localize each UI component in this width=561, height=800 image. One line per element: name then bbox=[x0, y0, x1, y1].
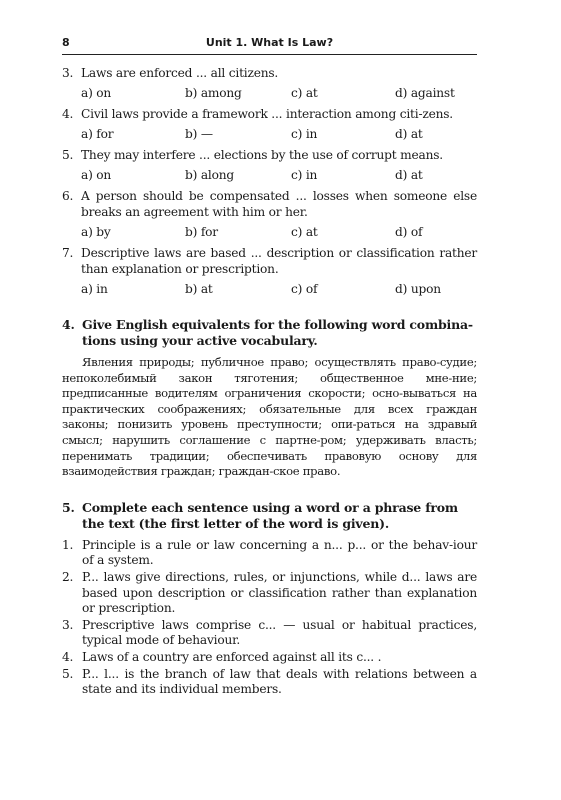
item-text: Principle is a rule or law concerning a n... p... or the behav-iour of a system. bbox=[82, 537, 477, 568]
exercise-question-3 bbox=[62, 65, 477, 101]
answer-options bbox=[62, 85, 477, 101]
option-a: a) for bbox=[81, 127, 114, 141]
option-d: d) upon bbox=[395, 282, 441, 296]
option-c: c) in bbox=[291, 168, 318, 182]
task-4-heading bbox=[62, 317, 477, 349]
option-c: c) of bbox=[291, 282, 318, 296]
task-4-russian-text: Явления природы; публичное право; осуществлять право-судие; непоколебимый закон тяготения; общественное мне-ние; предписанные водителям ограничения скорости; осно-вываться на практических соображениях; обязательные для всех граждан законы; понизить уровень преступности; опи-раться на здравый смысл; нарушить соглашение с партне-ром; удерживать власть; перенимать традиции; обеспечивать правовую основу для взаимодействия граждан; граждан-ское право. bbox=[62, 355, 477, 479]
task-title: Complete each sentence using a word or a phrase from the text (the first letter of the word is given). bbox=[82, 499, 458, 531]
option-b: b) among bbox=[185, 86, 242, 100]
option-b: b) at bbox=[185, 282, 213, 296]
option-d: d) at bbox=[395, 127, 423, 141]
list-item bbox=[62, 538, 477, 569]
item-text: Prescriptive laws comprise c... — usual or habitual practices, typical mode of behaviour. bbox=[82, 617, 477, 648]
option-d: d) of bbox=[395, 225, 423, 239]
option-b: b) — bbox=[185, 127, 213, 141]
question-number: 4. bbox=[62, 107, 74, 121]
item-text: P... l... is the branch of law that deals with relations between a state and its individual members. bbox=[82, 666, 477, 697]
question-text: A person should be compensated ... losses when someone else breaks an agreement with him or her. bbox=[81, 189, 477, 219]
unit-title: Unit 1. What Is Law? bbox=[205, 36, 334, 49]
option-d: d) at bbox=[395, 168, 423, 182]
list-item bbox=[62, 618, 477, 649]
task-number: 4. bbox=[62, 317, 75, 332]
option-c: c) at bbox=[291, 225, 318, 239]
question-text: Laws are enforced ... all citizens. bbox=[81, 66, 279, 80]
task-5-heading bbox=[62, 500, 477, 532]
answer-options bbox=[62, 281, 477, 297]
option-c: c) at bbox=[291, 86, 318, 100]
item-number: 2. bbox=[62, 569, 74, 584]
page-content bbox=[62, 60, 477, 698]
task-5-sentence-list bbox=[62, 538, 477, 698]
option-a: a) on bbox=[81, 168, 112, 182]
question-text: Civil laws provide a framework ... interaction among citi-zens. bbox=[81, 107, 453, 121]
option-a: a) on bbox=[81, 86, 112, 100]
item-text: Laws of a country are enforced against all its c... . bbox=[82, 649, 382, 664]
item-number: 5. bbox=[62, 666, 74, 681]
exercise-question-5 bbox=[62, 147, 477, 183]
task-title: Give English equivalents for the following word combina-tions using your active vocabulary. bbox=[82, 317, 473, 348]
answer-options bbox=[62, 167, 477, 183]
item-number: 1. bbox=[62, 537, 74, 552]
question-number: 5. bbox=[62, 148, 74, 162]
question-text: Descriptive laws are based ... description or classification rather than explanation or prescription. bbox=[81, 246, 477, 276]
exercise-question-7 bbox=[62, 245, 477, 297]
question-number: 7. bbox=[62, 246, 74, 260]
question-number: 3. bbox=[62, 66, 74, 80]
option-a: a) by bbox=[81, 225, 111, 239]
option-d: d) against bbox=[395, 86, 455, 100]
item-text: P... laws give directions, rules, or injunctions, while d... laws are based upon description or classification rather than explanation or prescription. bbox=[82, 569, 477, 616]
exercise-question-6 bbox=[62, 188, 477, 240]
list-item bbox=[62, 667, 477, 698]
exercise-question-4 bbox=[62, 106, 477, 142]
list-item bbox=[62, 650, 477, 666]
page-header bbox=[62, 36, 477, 55]
option-b: b) for bbox=[185, 225, 218, 239]
item-number: 4. bbox=[62, 649, 74, 664]
list-item bbox=[62, 570, 477, 617]
option-a: a) in bbox=[81, 282, 108, 296]
option-b: b) along bbox=[185, 168, 234, 182]
answer-options bbox=[62, 126, 477, 142]
option-c: c) in bbox=[291, 127, 318, 141]
answer-options bbox=[62, 224, 477, 240]
question-text: They may interfere ... elections by the use of corrupt means. bbox=[81, 148, 443, 162]
page-number: 8 bbox=[62, 36, 70, 49]
question-number: 6. bbox=[62, 189, 74, 203]
task-number: 5. bbox=[62, 499, 75, 515]
item-number: 3. bbox=[62, 617, 74, 632]
